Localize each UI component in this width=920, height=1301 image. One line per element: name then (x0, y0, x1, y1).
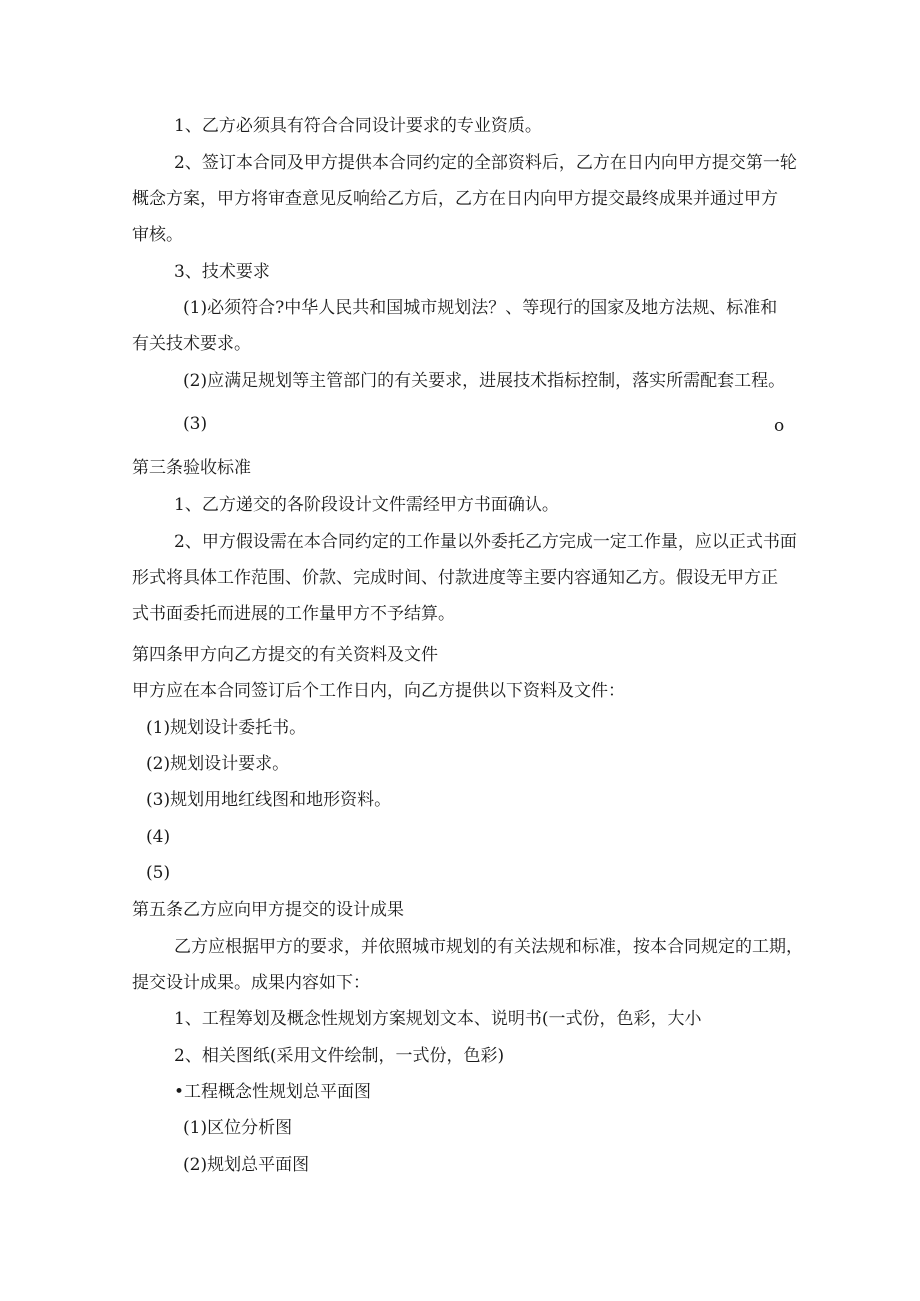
deliverable-2: 2、相关图纸(采用文件绘制，一式份，色彩) (174, 1046, 505, 1066)
acceptance-clause-2-line-3: 式书面委托而进展的工作量甲方不予结算。 (132, 604, 455, 624)
material-item-5: (5) (146, 863, 171, 883)
article-5-intro-line-1: 乙方应根据甲方的要求，并依照城市规划的有关法规和标准，按本合同规定的工期， (174, 937, 803, 957)
clause-submission-line-1: 2、签订本合同及甲方提供本合同约定的全部资料后，乙方在日内向甲方提交第一轮 (174, 153, 797, 173)
drawing-item-1: (1)区位分析图 (183, 1118, 293, 1138)
tech-req-1-line-2: 有关技术要求。 (132, 334, 251, 354)
drawing-item-2: (2)规划总平面图 (183, 1155, 310, 1175)
article-4-intro: 甲方应在本合同签订后个工作日内，向乙方提供以下资料及文件： (132, 681, 625, 701)
acceptance-clause-1: 1、乙方递交的各阶段设计文件需经甲方书面确认。 (174, 495, 559, 515)
tech-req-2: (2)应满足规划等主管部门的有关要求，进展技术指标控制，落实所需配套工程。 (183, 371, 786, 391)
acceptance-clause-2-line-2: 形式将具体工作范围、价款、完成时间、付款进度等主要内容通知乙方。假设无甲方正 (132, 568, 778, 588)
material-item-4: (4) (146, 827, 171, 847)
tech-req-3-trailing-mark: o (774, 416, 785, 436)
deliverable-1: 1、工程筹划及概念性规划方案规划文本、说明书(一式份，色彩，大小 (174, 1009, 702, 1029)
clause-qualification: 1、乙方必须具有符合合同设计要求的专业资质。 (174, 116, 542, 136)
article-5-intro-line-2: 提交设计成果。成果内容如下： (132, 973, 370, 993)
acceptance-clause-2-line-1: 2、甲方假设需在本合同约定的工作量以外委托乙方完成一定工作量，应以正式书面 (174, 532, 797, 552)
article-4-heading: 第四条甲方向乙方提交的有关资料及文件 (132, 645, 438, 665)
technical-requirements-heading: 3、技术要求 (174, 262, 270, 282)
tech-req-3: (3) (183, 414, 208, 434)
article-5-heading: 第五条乙方应向甲方提交的设计成果 (132, 900, 404, 920)
clause-submission-line-3: 审核。 (132, 225, 183, 245)
material-item-2: (2)规划设计要求。 (146, 754, 290, 774)
article-3-heading: 第三条验收标准 (132, 458, 251, 478)
clause-submission-line-2: 概念方案，甲方将审查意见反响给乙方后，乙方在日内向甲方提交最终成果并通过甲方 (132, 189, 778, 209)
material-item-1: (1)规划设计委托书。 (146, 718, 307, 738)
drawing-group-heading: •工程概念性规划总平面图 (174, 1082, 372, 1102)
material-item-3: (3)规划用地红线图和地形资料。 (146, 790, 392, 810)
tech-req-1-line-1: (1)必须符合?中华人民共和国城市规划法？、等现行的国家及地方法规、标准和 (183, 298, 778, 318)
